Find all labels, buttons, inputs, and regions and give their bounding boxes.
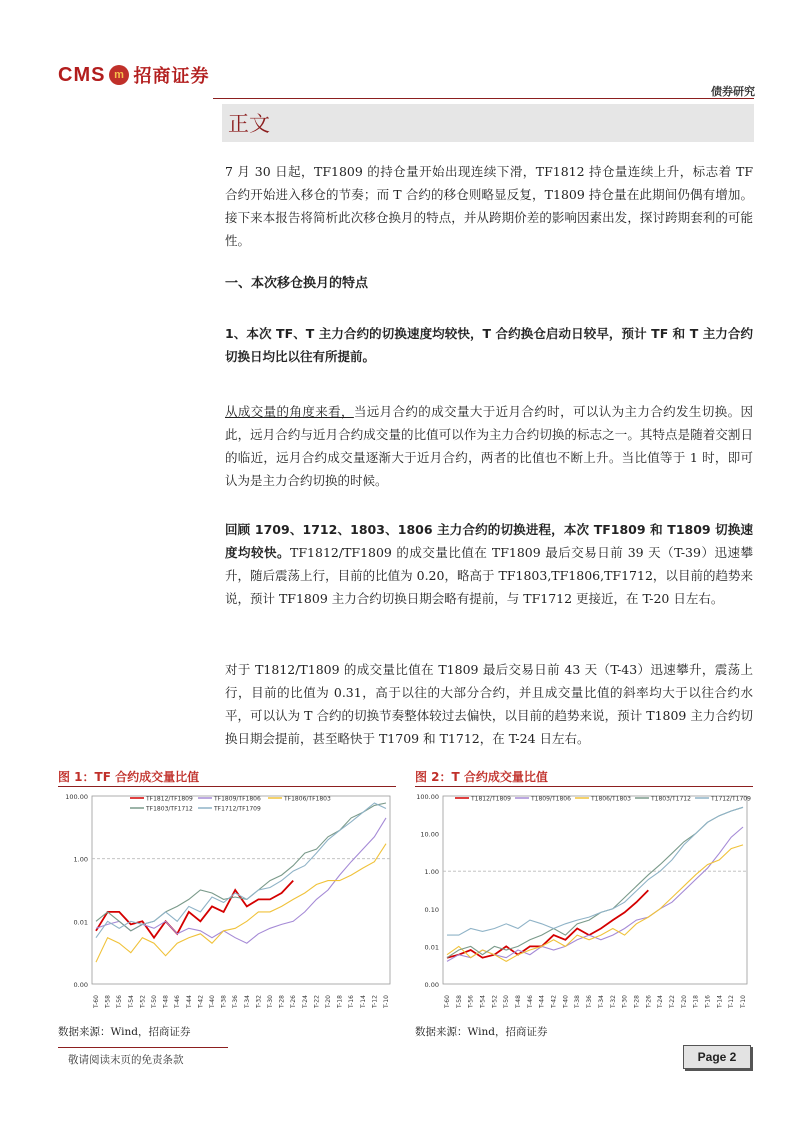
logo-mark-icon: m xyxy=(109,65,129,85)
x-tick-label: T-28 xyxy=(633,995,641,1008)
x-tick-label: T-24 xyxy=(301,995,309,1008)
legend-label: TF1812/TF1809 xyxy=(146,795,193,803)
legend-label: TF1806/TF1803 xyxy=(284,795,331,803)
paragraph-volume-rest: 当远月合约的成交量大于近月合约时，可以认为主力合约发生切换。因此，远月合约与近月合约成交量的比值可以作为主力合约切换的标志之一。其特点是随着交割日的临近，远月合约成交量逐渐大于近月合约，两者的比值也不断上升。当比值等于 1 时，即可认为是主力合约切换的时候。 xyxy=(225,404,753,488)
x-tick-label: T-52 xyxy=(491,995,499,1008)
section-title: 正文 xyxy=(228,112,270,136)
y-tick-label: 0.01 xyxy=(424,943,439,952)
x-tick-label: T-58 xyxy=(104,995,112,1008)
x-tick-label: T-16 xyxy=(704,995,712,1008)
x-tick-label: T-42 xyxy=(197,995,205,1008)
heading-1: 一、本次移仓换月的特点 xyxy=(225,276,369,291)
paragraph-tf-rest: TF1812/TF1809 的成交量比值在 TF1809 最后交易日前 39 天（T-39）迅速攀升，随后震荡上行，目前的比值为 0.20，略高于 TF1803,TF1806,TF1712，以目前的趋势来说，预计 TF1809 主力合约切换日期会略有提前，与 TF1712 更接近，在 T-20 日左右。 xyxy=(225,545,753,606)
legend-label: T1806/T1803 xyxy=(591,795,631,803)
figure-1-divider xyxy=(58,786,396,787)
x-tick-label: T-10 xyxy=(740,995,747,1008)
y-tick-label: 1.00 xyxy=(73,855,88,864)
company-logo xyxy=(58,62,209,88)
t-volume-ratio-chart xyxy=(415,788,755,1018)
legend-label: T1812/T1809 xyxy=(471,795,511,803)
legend-label: TF1803/TF1712 xyxy=(146,805,193,813)
x-tick-label: T-14 xyxy=(359,995,367,1008)
x-tick-label: T-56 xyxy=(467,995,475,1008)
x-tick-label: T-26 xyxy=(645,995,653,1008)
x-tick-label: T-54 xyxy=(127,995,135,1008)
figure-2-source: 数据来源：Wind，招商证券 xyxy=(415,1026,548,1038)
y-tick-label: 100.00 xyxy=(416,793,439,801)
x-tick-label: T-28 xyxy=(278,995,286,1008)
x-tick-label: T-42 xyxy=(550,995,558,1008)
y-tick-label: 0.10 xyxy=(424,905,439,914)
x-tick-label: T-22 xyxy=(668,995,676,1008)
x-tick-label: T-20 xyxy=(680,995,688,1008)
y-tick-label: 0.01 xyxy=(73,918,88,927)
x-tick-label: T-14 xyxy=(716,995,724,1008)
x-tick-label: T-54 xyxy=(479,995,487,1008)
x-tick-label: T-16 xyxy=(348,995,356,1008)
x-tick-label: T-44 xyxy=(538,995,546,1008)
x-tick-label: T-34 xyxy=(243,995,251,1008)
x-tick-label: T-46 xyxy=(526,995,534,1008)
x-tick-label: T-32 xyxy=(255,995,263,1008)
x-tick-label: T-50 xyxy=(151,995,158,1008)
footer-disclaimer: 敬请阅读末页的免责条款 xyxy=(68,1054,184,1066)
paragraph-tf-bold: 回顾 1709、1712、1803、1806 主力合约的切换进程，本次 TF1809 和 T1809 切换速度均较快。 xyxy=(225,522,753,560)
header-divider xyxy=(213,98,754,99)
series-line xyxy=(96,803,386,938)
x-tick-label: T-18 xyxy=(692,995,700,1008)
heading-2: 1、本次 TF、T 主力合约的切换速度均较快，T 合约换仓启动日较早，预计 TF 和 T 主力合约切换日均比以往有所提前。 xyxy=(225,326,753,364)
x-tick-label: T-36 xyxy=(232,995,240,1008)
x-tick-label: T-60 xyxy=(93,995,100,1008)
figure-2-title: 图 2：T 合约成交量比值 xyxy=(415,770,548,784)
x-tick-label: T-46 xyxy=(174,995,182,1008)
figure-2-divider xyxy=(415,786,753,787)
paragraph-volume xyxy=(225,400,753,492)
x-tick-label: T-30 xyxy=(267,995,274,1008)
y-tick-label: 0.00 xyxy=(73,981,88,989)
series-line xyxy=(447,890,648,957)
y-tick-label: 10.00 xyxy=(420,830,439,839)
section-title-box xyxy=(222,104,754,142)
x-tick-label: T-10 xyxy=(383,995,390,1008)
x-tick-label: T-48 xyxy=(515,995,523,1008)
intro-paragraph: 7 月 30 日起，TF1809 的持仓量开始出现连续下滑，TF1812 持仓量连续上升，标志着 TF 合约开始进入移仓的节奏；而 T 合约的移仓则略显反复，T1809 持仓量在此期间仍偶有增加。接下来本报告将简析此次移仓换月的特点，并从跨期价差的影响因素出发，探讨跨期套利的可能性。 xyxy=(225,164,753,248)
y-tick-label: 100.00 xyxy=(65,793,88,801)
footer-divider xyxy=(58,1047,228,1048)
page-number: Page 2 xyxy=(683,1045,751,1069)
series-line xyxy=(447,845,743,962)
x-tick-label: T-34 xyxy=(597,995,605,1008)
legend-label: TF1809/TF1806 xyxy=(214,795,261,803)
legend-label: T1809/T1806 xyxy=(531,795,571,803)
figure-1-source: 数据来源：Wind，招商证券 xyxy=(58,1026,191,1038)
paragraph-tf xyxy=(225,518,753,610)
section-tag: 债券研究 xyxy=(711,85,755,98)
x-tick-label: T-40 xyxy=(562,995,570,1008)
x-tick-label: T-56 xyxy=(116,995,124,1008)
y-tick-label: 1.00 xyxy=(424,868,439,877)
series-line xyxy=(96,844,386,962)
underlined-phrase: 从成交量的角度来看， xyxy=(225,404,354,419)
series-line xyxy=(447,827,743,961)
figure-1-title: 图 1：TF 合约成交量比值 xyxy=(58,770,200,784)
x-tick-label: T-12 xyxy=(371,995,379,1008)
x-tick-label: T-38 xyxy=(574,995,582,1008)
legend-label: T1803/T1712 xyxy=(651,795,691,803)
x-tick-label: T-24 xyxy=(657,995,665,1008)
legend-label: T1712/T1709 xyxy=(711,795,751,803)
tf-volume-ratio-chart xyxy=(58,788,398,1018)
x-tick-label: T-58 xyxy=(455,995,463,1008)
x-tick-label: T-12 xyxy=(728,995,736,1008)
logo-cn: 招商证券 xyxy=(133,66,210,86)
x-tick-label: T-48 xyxy=(162,995,170,1008)
legend-label: TF1712/TF1709 xyxy=(214,805,261,813)
y-tick-label: 0.00 xyxy=(424,981,439,989)
series-line xyxy=(447,807,743,957)
x-tick-label: T-20 xyxy=(325,995,332,1008)
x-tick-label: T-38 xyxy=(220,995,228,1008)
x-tick-label: T-60 xyxy=(444,995,451,1008)
x-tick-label: T-30 xyxy=(621,995,629,1008)
x-tick-label: T-52 xyxy=(139,995,147,1008)
x-tick-label: T-26 xyxy=(290,995,298,1008)
series-line xyxy=(96,803,386,931)
x-tick-label: T-32 xyxy=(609,995,617,1008)
x-tick-label: T-22 xyxy=(313,995,321,1008)
x-tick-label: T-18 xyxy=(336,995,344,1008)
paragraph-t: 对于 T1812/T1809 的成交量比值在 T1809 最后交易日前 43 天（T-43）迅速攀升，震荡上行，目前的比值为 0.31，高于以往的大部分合约，并且成交量比值的斜率均大于以往合约水平，可以认为 T 合约的切换节奏整体较过去偏快，以目前的趋势来说，预计 T1809 主力合约切换日期会提前，甚至略快于 T1709 和 T1712，在 T-24 日左右。 xyxy=(225,662,753,746)
x-tick-label: T-44 xyxy=(185,995,193,1008)
logo-text: CMS xyxy=(58,63,106,86)
x-tick-label: T-40 xyxy=(209,995,216,1008)
x-tick-label: T-36 xyxy=(586,995,594,1008)
x-tick-label: T-50 xyxy=(503,995,511,1008)
